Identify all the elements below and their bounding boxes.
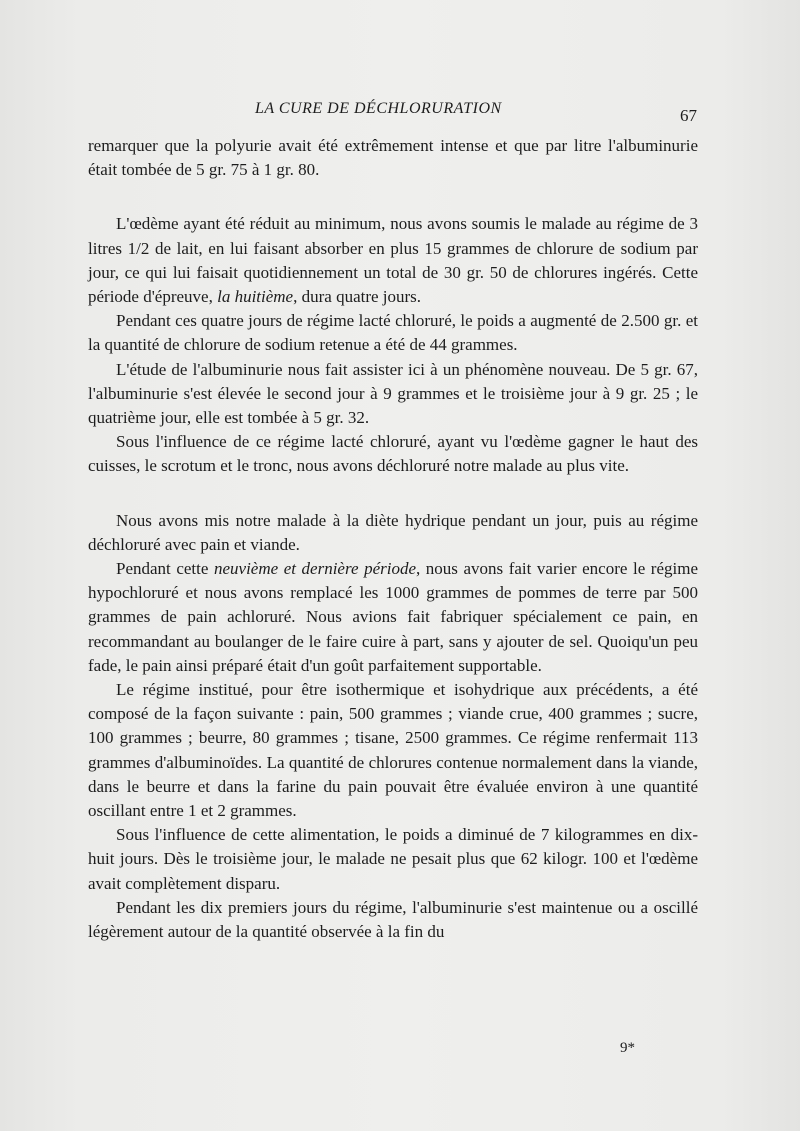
running-title: LA CURE DE DÉCHLORURATION: [255, 100, 502, 117]
paragraph: remarquer que la polyurie avait été extrêmement intense et que par litre l'albuminurie était tombée de 5 gr. 75 à 1 gr. 80.: [88, 136, 698, 180]
paragraph: L'œdème ayant été réduit au minimum, nous avons soumis le malade au régime de 3 litres 1/2 de lait, en lui faisant absorber en plus 15 grammes de chlorure de sodium par jour, ce qui lui faisait quotidiennement un total de 30 gr. 50 de chlorures ingérés. Cette période d'épreuve, la huitième, dura quatre jours.: [88, 214, 698, 307]
signature-mark: 9*: [620, 1040, 635, 1056]
paragraph: Sous l'influence de cette alimentation, le poids a diminué de 7 kilogrammes en dix-huit jours. Dès le troisième jour, le malade ne pesait plus que 62 kilogr. 100 et l'œdème avait complètement disparu.: [88, 825, 698, 893]
body-text: [88, 134, 698, 944]
paragraph: Pendant les dix premiers jours du régime, l'albuminurie s'est maintenue ou a oscillé légèrement autour de la quantité observée à la fin du: [88, 897, 698, 942]
paragraph: Sous l'influence de ce régime lacté chloruré, ayant vu l'œdème gagner le haut des cuisses, le scrotum et le tronc, nous avons déchloruré notre malade au plus vite.: [88, 432, 698, 476]
paragraph: Pendant cette neuvième et dernière période, nous avons fait varier encore le régime hypochloruré et nous avons remplacé les 1000 grammes de pommes de terre par 500 grammes de pain achloruré. Nous avions fait fabriquer spécialement ce pain, en recommandant au boulanger de le faire cuire à part, sans y ajouter de sel. Quoiqu'un peu fade, le pain ainsi préparé était d'un goût parfaitement supportable.: [88, 559, 698, 675]
page-number: 67: [680, 106, 697, 125]
paragraph: L'étude de l'albuminurie nous fait assister ici à un phénomène nouveau. De 5 gr. 67, l'albuminurie s'est élevée le second jour à 9 grammes et le troisième jour à 9 gr. 25 ; le quatrième jour, elle est tombée à 5 gr. 32.: [88, 359, 698, 428]
paragraph: Pendant ces quatre jours de régime lacté chloruré, le poids a augmenté de 2.500 gr. et la quantité de chlorure de sodium retenue a été de 44 grammes.: [88, 311, 698, 355]
paragraph: Nous avons mis notre malade à la diète hydrique pendant un jour, puis au régime déchloruré avec pain et viande.: [88, 510, 698, 554]
paragraph: Le régime institué, pour être isothermique et isohydrique aux précédents, a été composé de la façon suivante : pain, 500 grammes ; viande crue, 400 grammes ; sucre, 100 grammes ; beurre, 80 grammes ; tisane, 2500 grammes. Ce régime renfermait 113 grammes d'albuminoïdes. La quantité de chlorures contenue normalement dans la viande, dans le beurre et dans la farine du pain pouvait être évaluée environ à une quantité oscillant entre 1 et 2 grammes.: [88, 680, 698, 821]
